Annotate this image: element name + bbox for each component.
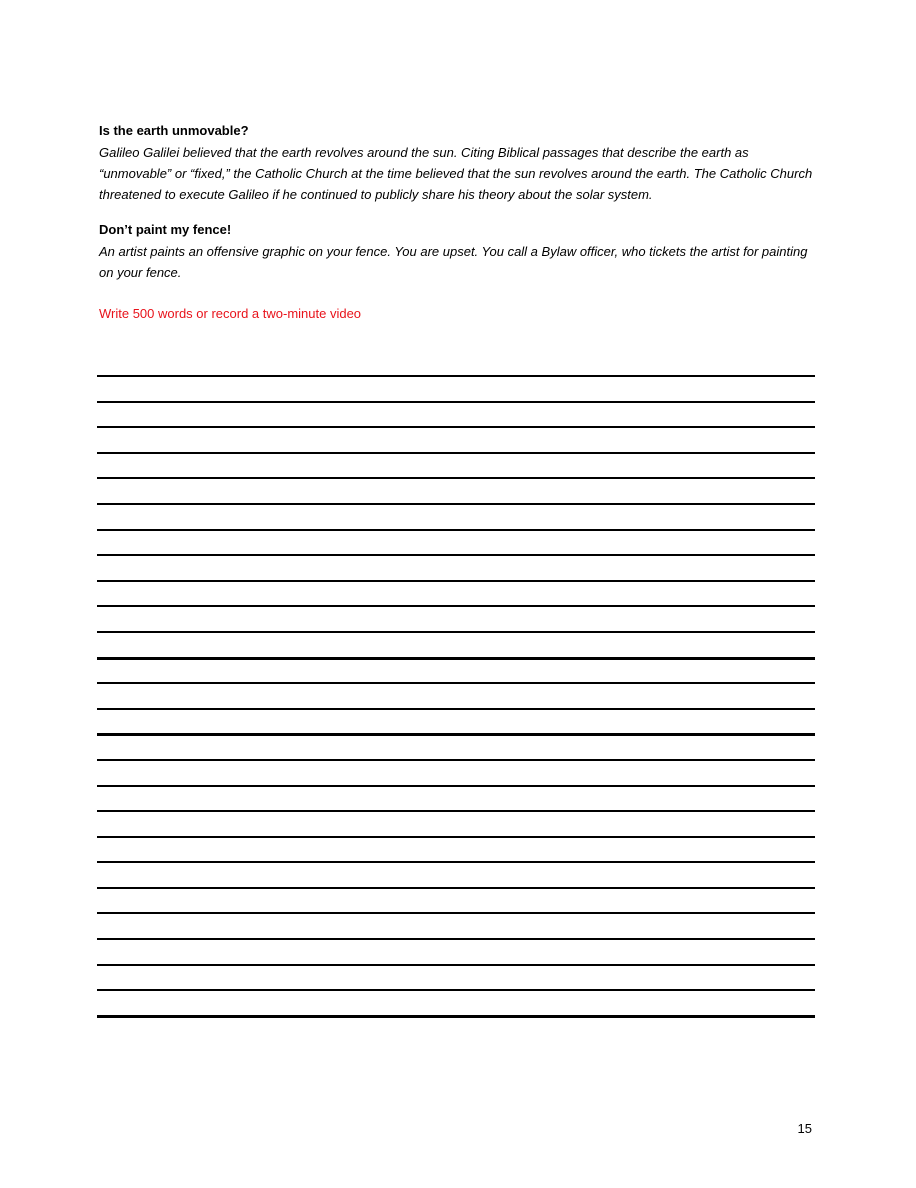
content-area — [99, 122, 815, 323]
writing-line — [97, 426, 815, 428]
instruction-text: Write 500 words or record a two-minute video — [99, 306, 362, 321]
section-fence — [99, 221, 815, 283]
writing-line — [97, 375, 815, 377]
page-number: 15 — [797, 1121, 812, 1136]
section-body: An artist paints an offensive graphic on your fence. You are upset. You call a Bylaw officer, who tickets the artist for painting on your fence. — [99, 244, 808, 280]
writing-line — [97, 580, 815, 582]
writing-line — [97, 605, 815, 607]
section-earth — [99, 122, 815, 205]
section-title: Is the earth unmovable? — [99, 123, 249, 138]
writing-line — [97, 503, 815, 505]
section-body: Galileo Galilei believed that the earth revolves around the sun. Citing Biblical passages that describe the earth as “unmovable” or “fixed,” the Catholic Church at the time believed that the sun revolves around the earth. The Catholic Church threatened to execute Galileo if he continued to publicly share his theory about the solar system. — [99, 145, 813, 202]
writing-line — [97, 964, 815, 966]
writing-lines[interactable] — [97, 375, 815, 1018]
writing-line — [97, 401, 815, 403]
writing-line — [97, 477, 815, 479]
writing-line — [97, 682, 815, 684]
writing-line — [97, 554, 815, 556]
writing-line — [97, 452, 815, 454]
writing-line — [97, 912, 815, 914]
writing-line — [97, 785, 815, 787]
writing-line — [97, 759, 815, 761]
writing-line — [97, 938, 815, 940]
writing-line — [97, 1015, 815, 1018]
writing-line — [97, 708, 815, 710]
writing-line — [97, 810, 815, 812]
writing-line — [97, 631, 815, 633]
writing-line — [97, 836, 815, 838]
section-title: Don’t paint my fence! — [99, 222, 232, 237]
writing-line — [97, 657, 815, 660]
writing-line — [97, 529, 815, 531]
writing-line — [97, 861, 815, 863]
writing-line — [97, 989, 815, 991]
writing-line — [97, 733, 815, 736]
writing-line — [97, 887, 815, 889]
